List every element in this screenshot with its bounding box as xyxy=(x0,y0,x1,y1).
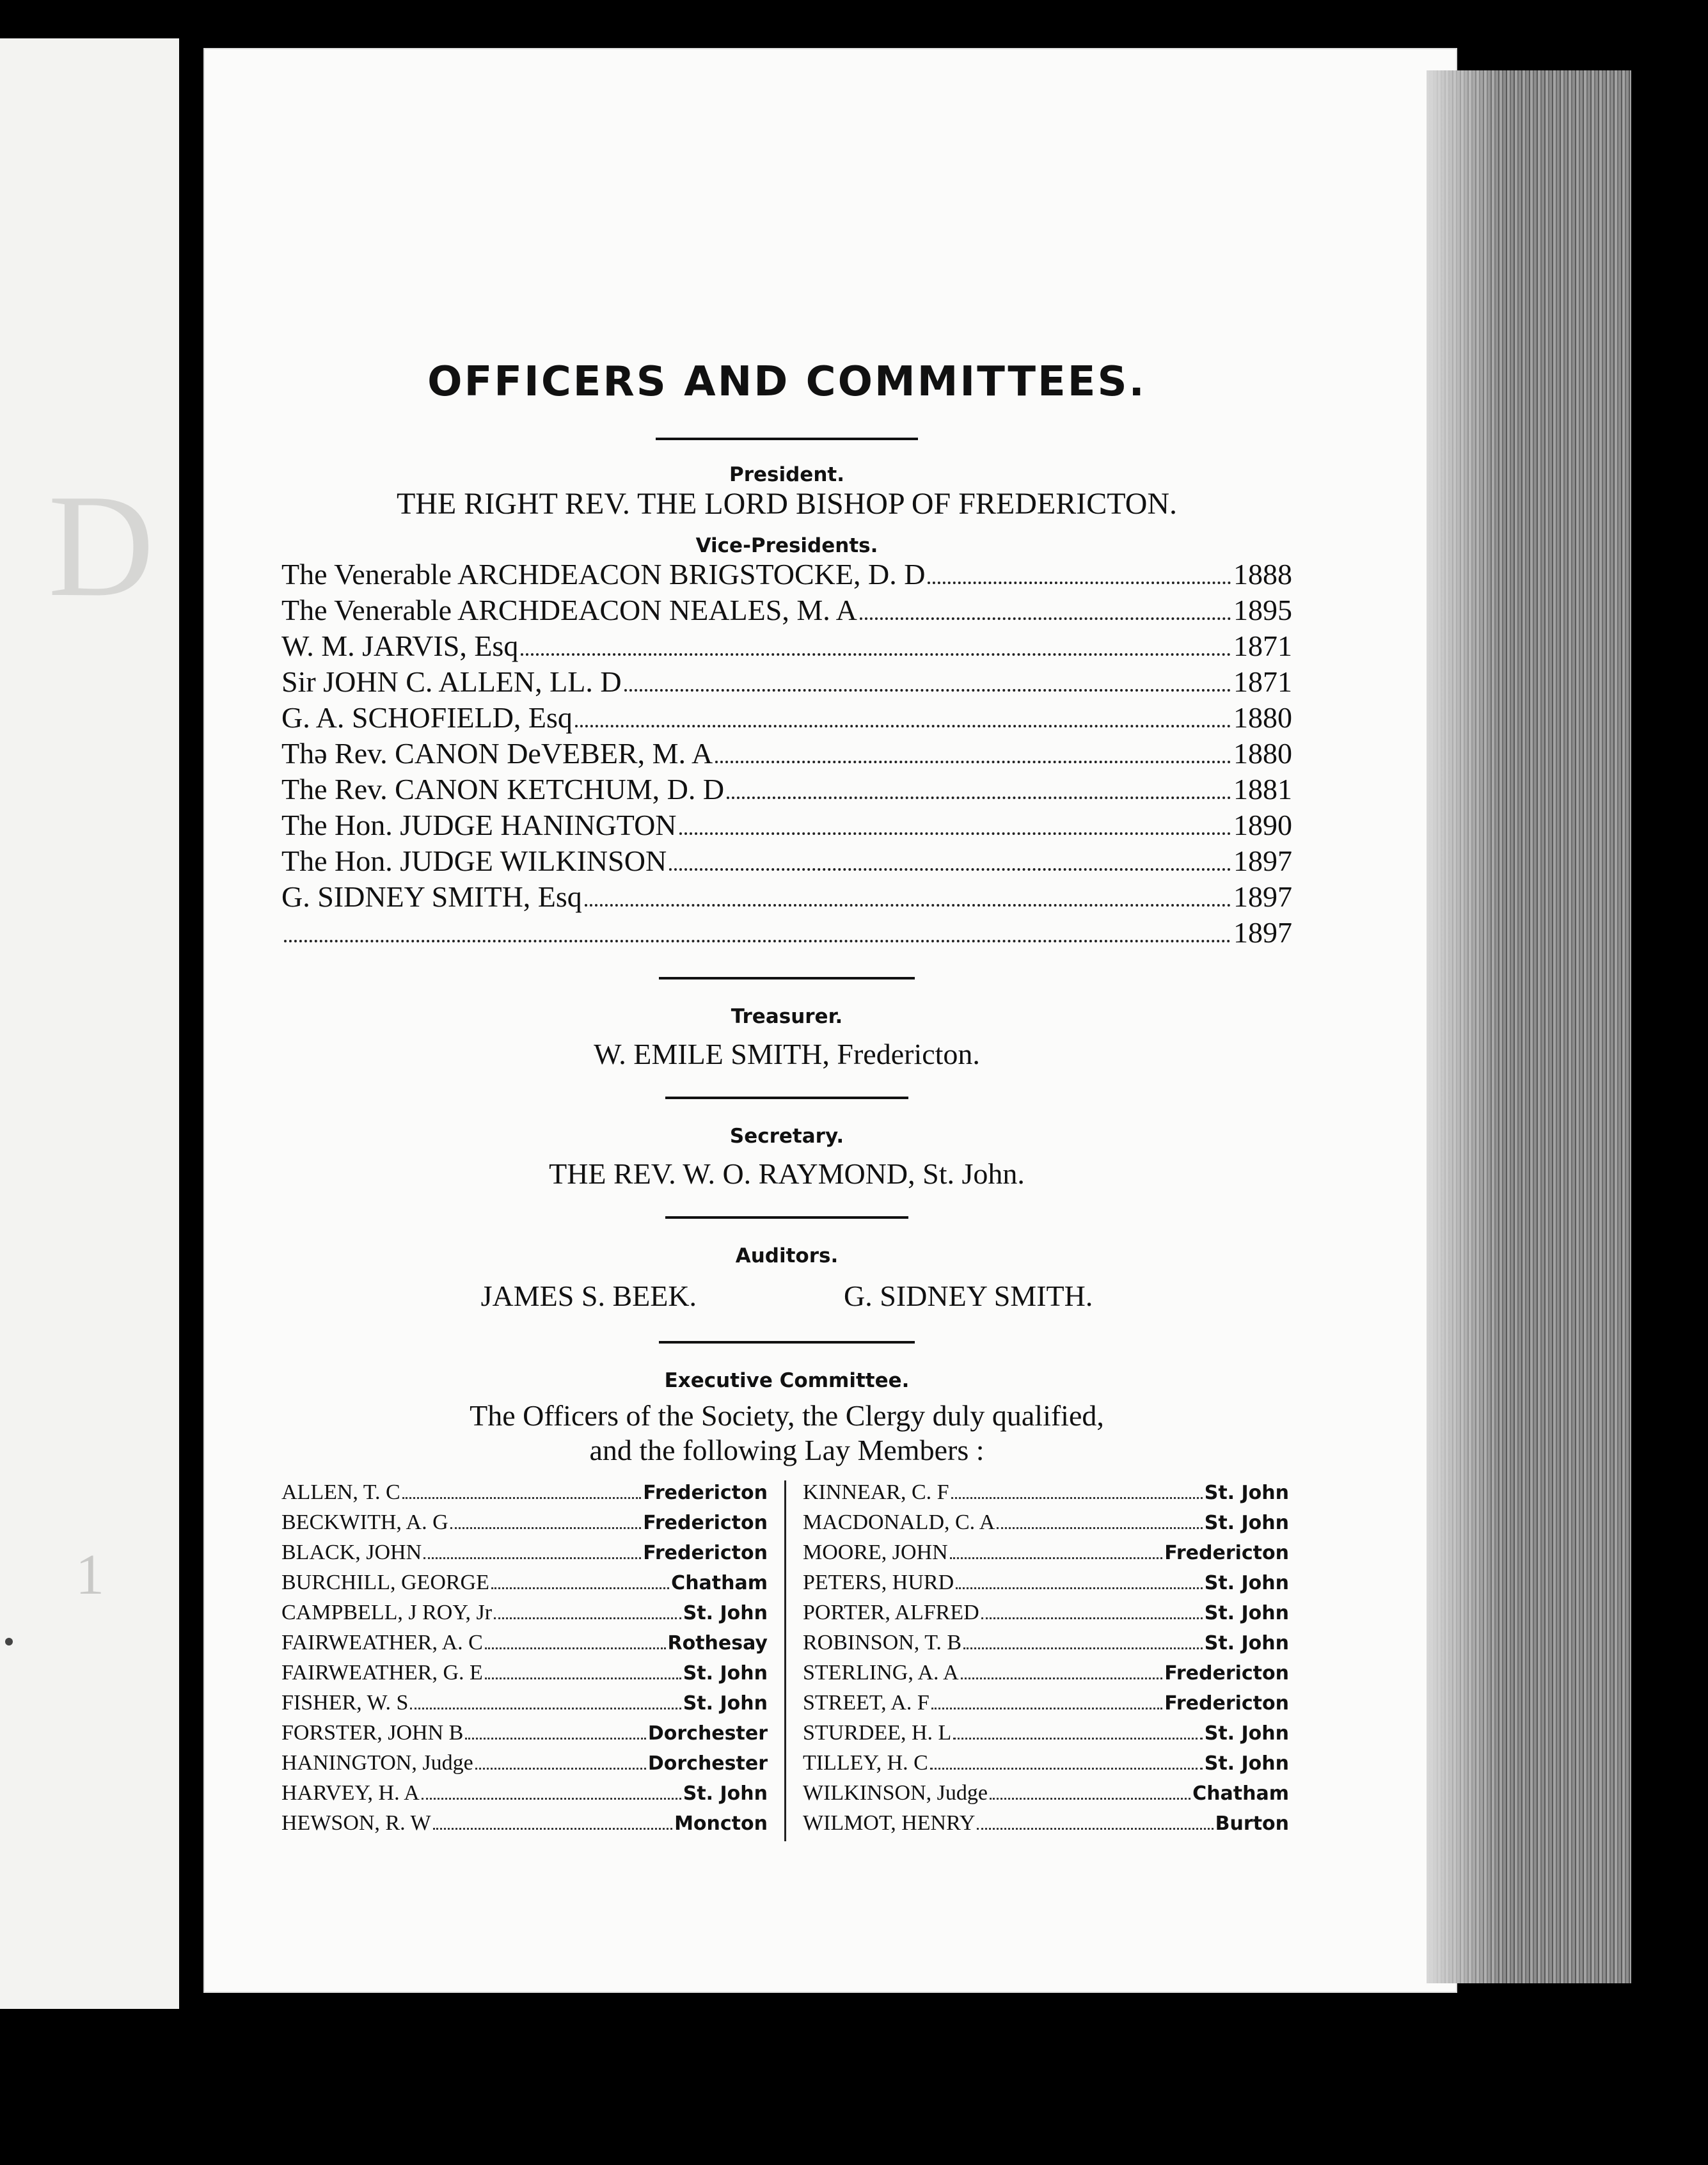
vice-president-entry: Thə Rev. CANON DeVEBER, M. A 1880 xyxy=(281,737,1292,770)
vice-president-entry: The Venerable ARCHDEACON NEALES, M. A 1895 xyxy=(281,594,1292,626)
facing-page xyxy=(0,38,179,2009)
president-heading: President. xyxy=(729,463,844,486)
divider xyxy=(665,1216,908,1219)
vice-presidents-heading: Vice-Presidents. xyxy=(695,534,878,557)
secretary-heading: Secretary. xyxy=(729,1125,844,1148)
member-entry: STERLING, A. A Fredericton xyxy=(803,1661,1289,1685)
lay-members-right-column xyxy=(786,1480,1289,1841)
member-entry: STURDEE, H. L St. John xyxy=(803,1721,1289,1745)
executive-intro-line2: and the following Lay Members : xyxy=(589,1434,984,1466)
auditors-heading: Auditors. xyxy=(735,1244,839,1267)
member-entry: FISHER, W. S St. John xyxy=(281,1691,768,1715)
member-entry: BURCHILL, GEORGE Chatham xyxy=(281,1571,768,1594)
vice-president-entry: The Venerable ARCHDEACON BRIGSTOCKE, D. D 1888 xyxy=(281,558,1292,591)
page-title: OFFICERS AND COMMITTEES. xyxy=(427,358,1146,406)
executive-intro-line1: The Officers of the Society, the Clergy duly qualified, xyxy=(470,1399,1104,1432)
member-entry: BLACK, JOHN Fredericton xyxy=(281,1541,768,1564)
treasurer-name: W. EMILE SMITH, Fredericton. xyxy=(594,1038,980,1070)
member-entry: ALLEN, T. C Fredericton xyxy=(281,1480,768,1504)
member-entry: WILKINSON, Judge Chatham xyxy=(803,1781,1289,1805)
page-content xyxy=(281,358,1292,1841)
vice-president-entry: G. A. SCHOFIELD, Esq 1880 xyxy=(281,701,1292,734)
member-entry: FORSTER, JOHN B Dorchester xyxy=(281,1721,768,1745)
secretary-name: THE REV. W. O. RAYMOND, St. John. xyxy=(549,1157,1025,1190)
divider xyxy=(656,438,918,440)
member-entry: HARVEY, H. A St. John xyxy=(281,1781,768,1805)
member-entry: PORTER, ALFRED St. John xyxy=(803,1601,1289,1624)
vice-president-entry: Sir JOHN C. ALLEN, LL. D 1871 xyxy=(281,665,1292,698)
vice-president-entry: G. SIDNEY SMITH, Esq 1897 xyxy=(281,880,1292,913)
member-entry: WILMOT, HENRY Burton xyxy=(803,1811,1289,1835)
member-entry: ROBINSON, T. B St. John xyxy=(803,1631,1289,1654)
member-entry: BECKWITH, A. G Fredericton xyxy=(281,1511,768,1534)
auditor-name: G. SIDNEY SMITH. xyxy=(844,1280,1093,1312)
member-entry: FAIRWEATHER, A. C Rothesay xyxy=(281,1631,768,1654)
member-entry: MACDONALD, C. A St. John xyxy=(803,1511,1289,1534)
member-entry: KINNEAR, C. F St. John xyxy=(803,1480,1289,1504)
page-edge-shade xyxy=(1427,70,1503,1983)
member-entry: HANINGTON, Judge Dorchester xyxy=(281,1751,768,1775)
member-entry: FAIRWEATHER, G. E St. John xyxy=(281,1661,768,1685)
divider xyxy=(659,977,915,979)
vice-president-entry: 1897 xyxy=(281,916,1292,951)
president-name: THE RIGHT REV. THE LORD BISHOP OF FREDERICTON. xyxy=(396,487,1178,521)
member-entry: MOORE, JOHN Fredericton xyxy=(803,1541,1289,1564)
lay-members-table xyxy=(281,1480,1292,1841)
member-entry: STREET, A. F Fredericton xyxy=(803,1691,1289,1715)
auditor-name: JAMES S. BEEK. xyxy=(480,1280,697,1312)
vice-president-entry: W. M. JARVIS, Esq 1871 xyxy=(281,630,1292,662)
member-entry: PETERS, HURD St. John xyxy=(803,1571,1289,1594)
bleed-through-letter: D xyxy=(48,464,155,627)
lay-members-left-column xyxy=(281,1480,786,1841)
divider xyxy=(665,1097,908,1099)
executive-heading: Executive Committee. xyxy=(664,1369,910,1392)
treasurer-heading: Treasurer. xyxy=(731,1005,843,1028)
page-mark xyxy=(5,1638,13,1646)
divider xyxy=(659,1341,915,1344)
member-entry: TILLEY, H. C St. John xyxy=(803,1751,1289,1775)
vice-president-entry: The Rev. CANON KETCHUM, D. D 1881 xyxy=(281,773,1292,805)
bleed-through-mark: 1 xyxy=(75,1543,104,1606)
auditors-names xyxy=(281,1279,1292,1313)
member-entry: CAMPBELL, J ROY, Jr St. John xyxy=(281,1601,768,1624)
vice-presidents-list xyxy=(281,557,1292,951)
vice-president-entry: The Hon. JUDGE WILKINSON 1897 xyxy=(281,845,1292,877)
member-entry: HEWSON, R. W Moncton xyxy=(281,1811,768,1835)
vice-president-entry: The Hon. JUDGE HANINGTON 1890 xyxy=(281,809,1292,841)
